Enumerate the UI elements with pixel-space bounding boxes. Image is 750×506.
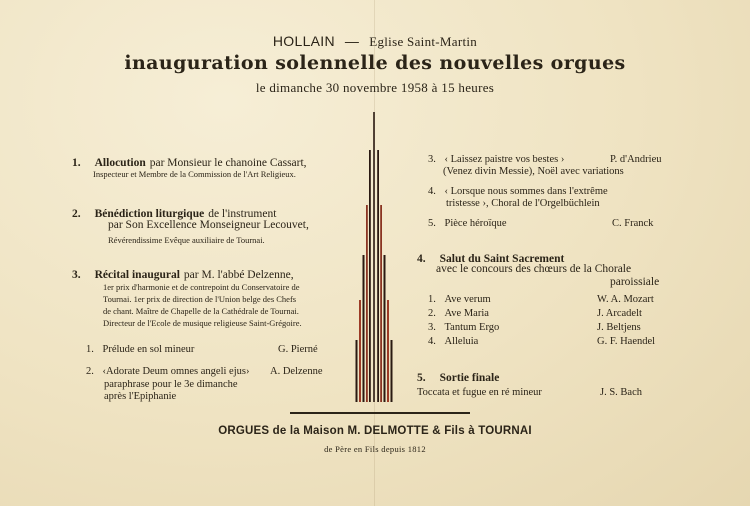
recital-item-1-composer: G. Pierné: [278, 344, 318, 355]
recital-item-2-number: 2.: [86, 366, 94, 377]
recital-item-2: [86, 366, 249, 377]
salut-item-1: [428, 294, 491, 305]
section-2-subtitle: Révérendissime Evêque auxiliaire de Tournai.: [108, 235, 265, 245]
section-4-number: 4.: [417, 253, 426, 265]
recital-item-2-line-2: paraphrase pour le 3e dimanche: [104, 379, 238, 390]
section-2-text: de l'instrument: [208, 208, 277, 220]
recital-item-1-number: 1.: [86, 344, 94, 355]
page-title: inauguration solennelle des nouvelles orgues: [124, 52, 626, 74]
recital-item-4-piece: ‹ Lorsque nous sommes dans l'extrême: [444, 186, 608, 197]
organ-builder: ORGUES de la Maison M. DELMOTTE & Fils à TOURNAI: [218, 425, 532, 437]
section-1-subtitle: Inspecteur et Membre de la Commission de l'Art Religieux.: [93, 169, 296, 179]
recital-item-3: [428, 154, 564, 165]
organist-bio-line-1: 1er prix d'harmonie et de contrepoint du Conservatoire de: [103, 282, 300, 292]
recital-item-1-piece: Prélude en sol mineur: [102, 344, 195, 355]
recital-item-5: [428, 218, 507, 229]
section-2-title: Bénédiction liturgique: [94, 208, 205, 220]
salut-item-1-composer: W. A. Mozart: [597, 294, 654, 305]
section-1-title: Allocution: [94, 157, 146, 169]
section-1-number: 1.: [72, 157, 81, 169]
recital-item-2-composer: A. Delzenne: [270, 366, 323, 377]
salut-item-1-piece: Ave verum: [444, 294, 491, 305]
section-5-composer: J. S. Bach: [600, 387, 642, 398]
recital-item-5-composer: C. Franck: [612, 218, 654, 229]
organist-bio-line-3: de chant. Maître de Chapelle de la Cathédrale de Tournai.: [103, 306, 299, 316]
recital-item-2-piece: ‹Adorate Deum omnes angeli ejus›: [102, 366, 250, 377]
recital-item-3-composer: P. d'Andrieu: [610, 154, 662, 165]
recital-item-1: [86, 344, 194, 355]
section-4-title: Salut du Saint Sacrement: [439, 253, 565, 265]
section-4-line-3: paroissiale: [610, 276, 660, 288]
section-1-text: par Monsieur le chanoine Cassart,: [149, 157, 307, 169]
recital-item-3-number: 3.: [428, 154, 436, 165]
salut-item-3: [428, 322, 499, 333]
salut-item-1-number: 1.: [428, 294, 436, 305]
organist-bio-line-4: Directeur de l'Ecole de musique religieuse Saint-Grégoire.: [103, 318, 302, 328]
recital-item-4-number: 4.: [428, 186, 436, 197]
salut-item-2-number: 2.: [428, 308, 436, 319]
salut-item-4: [428, 336, 478, 347]
header-church: Eglise Saint-Martin: [369, 34, 478, 49]
footer-rule: [290, 412, 470, 414]
salut-item-2-composer: J. Arcadelt: [597, 308, 642, 319]
section-3-text: par M. l'abbé Delzenne,: [183, 269, 294, 281]
section-5: [417, 368, 499, 386]
recital-item-5-number: 5.: [428, 218, 436, 229]
salut-item-3-piece: Tantum Ergo: [444, 322, 500, 333]
recital-item-4-line-2: tristesse ›, Choral de l'Orgelbüchlein: [446, 198, 600, 209]
section-5-piece: Toccata et fugue en ré mineur: [417, 387, 542, 398]
salut-item-2: [428, 308, 489, 319]
section-3-number: 3.: [72, 269, 81, 281]
section-5-number: 5.: [417, 372, 426, 384]
organist-bio-line-2: Tournai. 1er prix de direction de l'Union belge des Chefs: [103, 294, 297, 304]
salut-item-2-piece: Ave Maria: [444, 308, 489, 319]
section-2-number: 2.: [72, 208, 81, 220]
recital-item-5-piece: Pièce héroïque: [444, 218, 507, 229]
salut-item-4-piece: Alleluia: [444, 336, 479, 347]
salut-item-3-number: 3.: [428, 322, 436, 333]
section-3-title: Récital inaugural: [94, 269, 180, 281]
section-5-title: Sortie finale: [439, 372, 500, 384]
salut-item-4-number: 4.: [428, 336, 436, 347]
event-date: le dimanche 30 novembre 1958 à 15 heures: [255, 80, 495, 95]
salut-item-3-composer: J. Beltjens: [597, 322, 641, 333]
recital-item-2-line-3: après l'Epiphanie: [104, 391, 177, 402]
section-3: [72, 265, 294, 283]
section-2-officiant: par Son Excellence Monseigneur Lecouvet,: [108, 219, 309, 231]
recital-item-4: [428, 186, 608, 197]
header-place: HOLLAIN: [272, 33, 335, 49]
recital-item-3-piece: ‹ Laissez paistre vos bestes ›: [444, 154, 565, 165]
salut-item-4-composer: G. F. Haendel: [597, 336, 656, 347]
header-dash: —: [344, 33, 360, 49]
recital-item-3-line-2: (Venez divin Messie), Noël avec variations: [443, 166, 624, 177]
organ-pipes: [356, 112, 393, 402]
organ-builder-since: de Père en Fils depuis 1812: [324, 444, 426, 454]
section-4-line-2: avec le concours des chœurs de la Chorale: [436, 263, 632, 275]
